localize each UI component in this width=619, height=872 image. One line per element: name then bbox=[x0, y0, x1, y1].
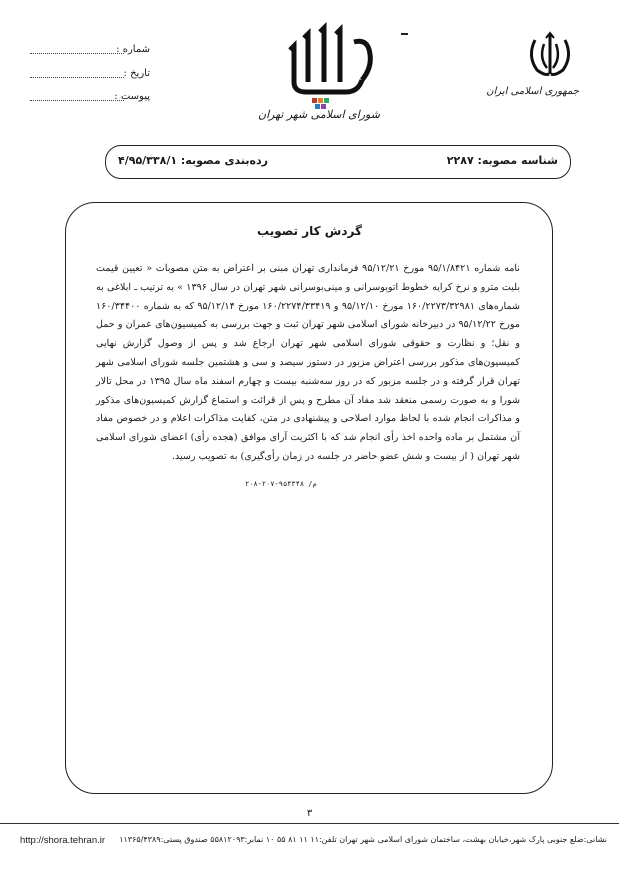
approval-classification: رده‌بندی مصوبه: ۴/۹۵/۳۳۸/۱ bbox=[118, 154, 268, 167]
approval-id-bar bbox=[105, 145, 571, 179]
document-title: گردش کار تصویب bbox=[257, 224, 362, 238]
date-dotted-line bbox=[30, 77, 124, 78]
number-dotted-line bbox=[30, 53, 124, 54]
council-logo-icon bbox=[282, 20, 382, 110]
approval-id: شناسه مصوبه: ۲۲۸۷ bbox=[446, 154, 558, 167]
footer-address: نشانی:ضلع جنوبی پارک شهر،خیابان بهشت، ساختمان شورای اسلامی شهر تهران تلفن:۱۱ ۱۱ ۸۱ ۵۵ ۱۰ نمابر:۵۵۸۱۲۰۹۳ صندوق پستی:۱۱۳۶۵/۴۳۸۹ bbox=[119, 835, 607, 844]
number-label: شماره : bbox=[116, 44, 150, 55]
council-name: شورای اسلامی شهر تهران bbox=[258, 108, 380, 121]
number-field bbox=[30, 44, 150, 58]
attachment-label: پیوست : bbox=[114, 91, 150, 102]
footer-divider bbox=[0, 823, 619, 824]
page-number: ۳ bbox=[306, 808, 313, 819]
registration-stamp: م/ ۹۵۴۳۴۸-۲۰۷-۲۰۸ bbox=[245, 480, 317, 488]
date-label: تاریخ : bbox=[123, 68, 150, 79]
attachment-dotted-line bbox=[30, 100, 124, 101]
attachment-field bbox=[30, 91, 150, 105]
emblem-caption: جمهوری اسلامی ایران bbox=[486, 86, 579, 97]
iran-emblem-icon bbox=[525, 30, 575, 80]
document-body: نامه شماره ۹۵/۱/۸۴۲۱ مورخ ۹۵/۱۲/۲۱ فرمانداری تهران مبنی بر اعتراض به متن مصوبات « تعیین قیمت بلیت مترو و نرخ کرایه خطوط اتوبوسرانی و مینی‌بوسرانی شهر تهران در سال ۱۳۹۶ » به ترتیب ـ ابلاغی به شماره‌های ۱۶۰/۲۲۷۳/۳۲۹۸۱ مورخ ۹۵/۱۲/۱۰ و ۱۶۰/۲۲۷۴/۳۳۴۱۹ مورخ ۹۵/۱۲/۱۴ که به شماره ۱۶۰/۳۴۴۰۰ مورخ ۹۵/۱۲/۲۲ در دبیرخانه شورای اسلامی شهر تهران ثبت و جهت بررسی به کمیسیون‌های عمران و حمل و نقل؛ و نظارت و حقوقی شورای اسلامی شهر تهران ارجاع شد و پس از وصول گزارش نهایی کمیسیون‌های مذکور بررسی اعتراض مزبور در دستور سیصد و سی و هشتمین جلسه شورای اسلامی شهر تهران قرار گرفته و در جلسه مزبور که در روز سه‌شنبه بیست و چهارم اسفند ماه سال ۱۳۹۵ در محل تالار شورا و به صورت رسمی منعقد شد مفاد آن مطرح و پس از قرائت و استماع گزارش کمیسیون‌های مذکور و مذاکرات انجام شده با لحاظ موارد اصلاحی و پیشنهادی در متن، کفایت مذاکرات اعلام و در خصوص مفاد آن مشتمل بر ماده واحده اخذ رأی انجام شد که با اکثریت آرای موافق (هجده رأی) اعضای شورای اسلامی شهر تهران ( از بیست و شش عضو حاضر در جلسه در زمان رأی‌گیری) به تصویب رسید. bbox=[96, 263, 521, 462]
scan-mark bbox=[401, 33, 408, 35]
website-link[interactable]: http://shora.tehran.ir bbox=[20, 835, 106, 846]
date-field bbox=[30, 68, 150, 82]
